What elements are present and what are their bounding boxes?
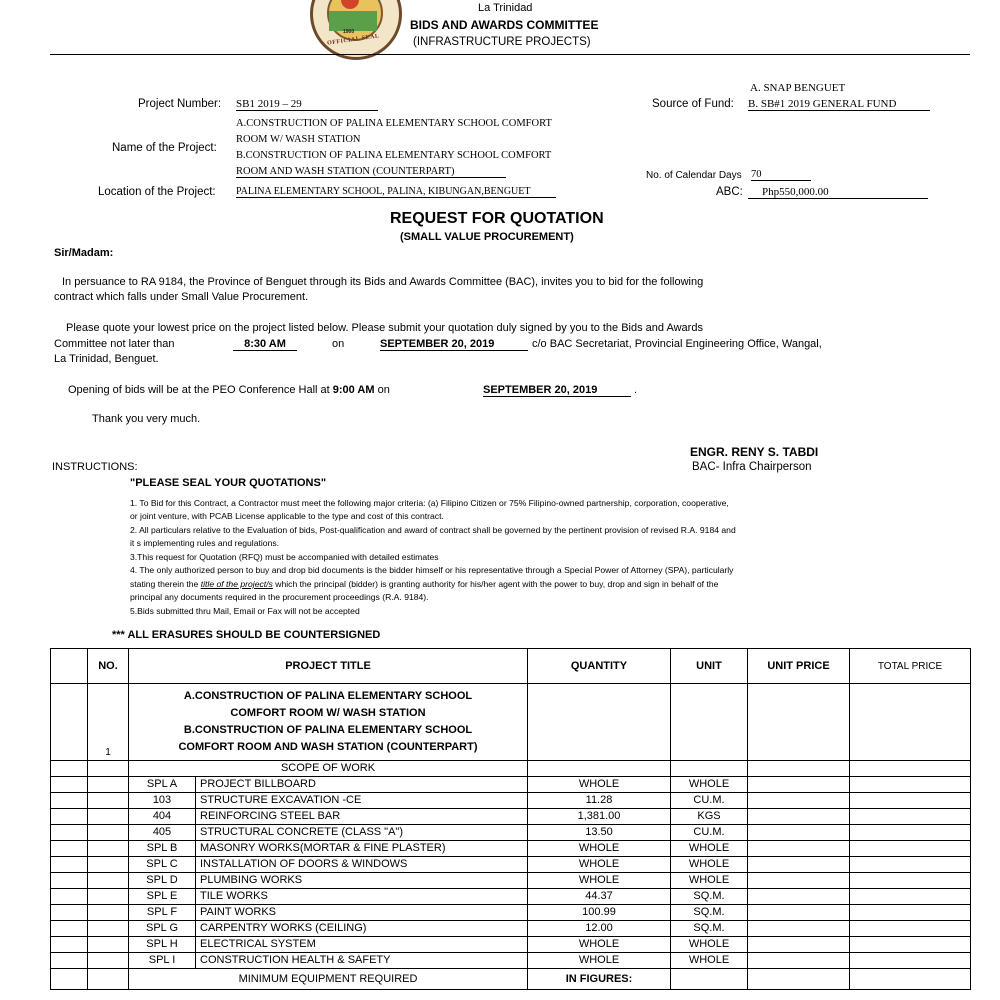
blank-cell [88, 825, 129, 841]
scope-row [51, 777, 971, 793]
total-price-cell [850, 889, 971, 905]
blank-cell [51, 873, 88, 889]
paragraph-submit: La Trinidad, Benguet. [54, 353, 159, 365]
blank-cell [528, 761, 671, 777]
paragraph-submit: Committee not later than [54, 338, 175, 350]
instruction-item: 2. All particulars relative to the Evaluation of bids, Post-qualification and award of contract shall be governed by the pertinent provision of revised R.A. 9184 and [130, 525, 736, 535]
total-price-cell [850, 684, 971, 761]
project-name-line: A.CONSTRUCTION OF PALINA ELEMENTARY SCHOOL COMFORT [236, 118, 552, 129]
instruction-text: stating therein the [130, 579, 201, 589]
scope-row [51, 889, 971, 905]
total-price-cell [850, 953, 971, 969]
instruction-item [130, 578, 718, 591]
project-name-line: ROOM W/ WASH STATION [236, 134, 361, 145]
header-quantity: QUANTITY [528, 649, 671, 684]
scope-code: 103 [129, 793, 196, 809]
header-rule [50, 54, 970, 55]
scope-unit: WHOLE [671, 841, 748, 857]
blank-cell [88, 953, 129, 969]
instruction-item: 5.Bids submitted thru Mail, Email or Fax will not be accepted [130, 606, 360, 616]
blank-cell [88, 873, 129, 889]
scope-quantity: WHOLE [528, 857, 671, 873]
project-title-line: B.CONSTRUCTION OF PALINA ELEMENTARY SCHOOL [183, 724, 473, 736]
blank-cell [88, 793, 129, 809]
blank-cell [88, 841, 129, 857]
scope-description: INSTALLATION OF DOORS & WINDOWS [196, 857, 528, 873]
scope-unit: KGS [671, 809, 748, 825]
paragraph-submit: Please quote your lowest price on the project listed below. Please submit your quotation duly signed by you to the Bids and Awards [66, 322, 703, 334]
scope-unit: SQ.M. [671, 905, 748, 921]
scope-unit: SQ.M. [671, 889, 748, 905]
instruction-item: 1. To Bid for this Contract, a Contractor must meet the following major criteria: (a) Filipino Citizen or 75% Filipino-owned partnership, corporation, cooperative, [130, 498, 729, 508]
equipment-label: MINIMUM EQUIPMENT REQUIRED [129, 969, 528, 990]
scope-code: SPL I [129, 953, 196, 969]
instructions-seal: "PLEASE SEAL YOUR QUOTATIONS" [130, 477, 327, 489]
unit-price-cell [748, 809, 850, 825]
paragraph-submit: on [332, 338, 345, 350]
scope-code: SPL C [129, 857, 196, 873]
project-title-cell [129, 684, 528, 761]
scope-row [51, 937, 971, 953]
paragraph-invite: In persuance to RA 9184, the Province of Benguet through its Bids and Awards Committee (BAC), invites you to bid for the following [62, 276, 704, 288]
fund-source-b: B. SB#1 2019 GENERAL FUND [748, 98, 930, 111]
scope-row [51, 857, 971, 873]
scope-unit: WHOLE [671, 777, 748, 793]
unit-price-cell [748, 921, 850, 937]
blank-cell [51, 793, 88, 809]
submission-time: 8:30 AM [233, 338, 297, 351]
instruction-item: principal any documents required in the procurement proceedings (R.A. 9184). [130, 592, 429, 602]
blank-cell [88, 761, 129, 777]
blank-header [51, 649, 88, 684]
rfq-title: REQUEST FOR QUOTATION [390, 210, 604, 227]
blank-cell [671, 761, 748, 777]
total-price-cell [850, 793, 971, 809]
unit-price-cell [748, 841, 850, 857]
scope-unit: WHOLE [671, 857, 748, 873]
header-total-price: TOTAL PRICE [850, 649, 971, 684]
scope-row [51, 825, 971, 841]
scope-description: CARPENTRY WORKS (CEILING) [196, 921, 528, 937]
item-number: 1 [88, 684, 129, 761]
scope-row [51, 921, 971, 937]
scope-description: STRUCTURAL CONCRETE (CLASS "A") [196, 825, 528, 841]
scope-row [51, 841, 971, 857]
scope-row [51, 793, 971, 809]
header-committee: BIDS AND AWARDS COMMITTEE [410, 18, 599, 32]
salutation: Sir/Madam: [54, 247, 114, 259]
erasures-note: *** ALL ERASURES SHOULD BE COUNTERSIGNED [112, 629, 381, 641]
unit-price-cell [748, 889, 850, 905]
blank-cell [51, 777, 88, 793]
paragraph-opening [68, 384, 390, 396]
scope-quantity: WHOLE [528, 937, 671, 953]
scope-description: PAINT WORKS [196, 905, 528, 921]
scope-description: PLUMBING WORKS [196, 873, 528, 889]
scope-description: PROJECT BILLBOARD [196, 777, 528, 793]
scope-quantity: WHOLE [528, 777, 671, 793]
scope-code: SPL B [129, 841, 196, 857]
blank-cell [748, 969, 850, 990]
scope-unit: WHOLE [671, 937, 748, 953]
table-header-row [51, 649, 971, 684]
quantity-cell [528, 684, 671, 761]
total-price-cell [850, 873, 971, 889]
scope-description: MASONRY WORKS(MORTAR & FINE PLASTER) [196, 841, 528, 857]
unit-price-cell [748, 905, 850, 921]
quotation-table [50, 648, 971, 990]
instruction-item: 4. The only authorized person to buy and drop bid documents is the bidder himself or his representative through a Special Power of Attorney (SPA), particularly [130, 565, 734, 575]
scope-quantity: 13.50 [528, 825, 671, 841]
scope-code: SPL D [129, 873, 196, 889]
unit-cell [671, 684, 748, 761]
total-price-cell [850, 777, 971, 793]
unit-price-cell [748, 873, 850, 889]
scope-code: SPL G [129, 921, 196, 937]
scope-description: TILE WORKS [196, 889, 528, 905]
blank-cell [51, 969, 88, 990]
header-no: NO. [88, 649, 129, 684]
total-price-cell [850, 857, 971, 873]
blank-cell [88, 777, 129, 793]
blank-cell [51, 857, 88, 873]
blank-cell [51, 953, 88, 969]
project-title-line: COMFORT ROOM W/ WASH STATION [230, 707, 426, 719]
opening-text: Opening of bids will be at the PEO Conference Hall at [68, 384, 330, 396]
scope-quantity: 100.99 [528, 905, 671, 921]
seal-field [329, 11, 377, 31]
blank-cell [88, 857, 129, 873]
instruction-text: which the principal (bidder) is granting authority for his/her agent with the power to buy, drop and sign in behalf of the [272, 579, 719, 589]
scope-description: STRUCTURE EXCAVATION -CE [196, 793, 528, 809]
calendar-days-label: No. of Calendar Days [646, 170, 742, 181]
instruction-emphasis: title of the project/s [200, 579, 273, 589]
scope-code: 405 [129, 825, 196, 841]
scope-row [51, 873, 971, 889]
scope-code: SPL H [129, 937, 196, 953]
blank-cell [88, 905, 129, 921]
blank-cell [850, 969, 971, 990]
opening-time: 9:00 AM [332, 384, 375, 396]
project-name-line: B.CONSTRUCTION OF PALINA ELEMENTARY SCHOOL COMFORT [236, 150, 552, 161]
scope-header-row [51, 761, 971, 777]
scope-unit: SQ.M. [671, 921, 748, 937]
scope-code: 404 [129, 809, 196, 825]
unit-price-cell [748, 777, 850, 793]
project-number-value: SB1 2019 – 29 [236, 98, 378, 111]
equipment-row [51, 969, 971, 990]
header-subtitle: (INFRASTRUCTURE PROJECTS) [413, 36, 591, 48]
blank-cell [51, 937, 88, 953]
instruction-item: or joint venture, with PCAB License applicable to the type and cost of this contract. [130, 511, 444, 521]
scope-quantity: 44.37 [528, 889, 671, 905]
scope-of-work-label: SCOPE OF WORK [129, 761, 528, 777]
project-name-label: Name of the Project: [112, 142, 217, 154]
blank-cell [88, 889, 129, 905]
scope-row [51, 809, 971, 825]
seal-year: 1900 [343, 29, 355, 35]
blank-cell [748, 761, 850, 777]
fund-source-a: A. SNAP BENGUET [750, 82, 846, 94]
scope-unit: CU.M. [671, 825, 748, 841]
submission-date: SEPTEMBER 20, 2019 [380, 338, 528, 351]
header-unit-price: UNIT PRICE [748, 649, 850, 684]
project-title-line: A.CONSTRUCTION OF PALINA ELEMENTARY SCHOOL [183, 690, 473, 702]
scope-code: SPL A [129, 777, 196, 793]
scope-quantity: WHOLE [528, 953, 671, 969]
blank-cell [51, 684, 88, 761]
opening-period: . [634, 384, 638, 396]
total-price-cell [850, 921, 971, 937]
scope-unit: WHOLE [671, 953, 748, 969]
calendar-days-value: 70 [751, 169, 811, 181]
blank-cell [850, 761, 971, 777]
total-price-cell [850, 825, 971, 841]
project-title-line: COMFORT ROOM AND WASH STATION (COUNTERPART) [178, 741, 478, 753]
total-price-cell [850, 841, 971, 857]
unit-price-cell [748, 684, 850, 761]
table-row [51, 684, 971, 761]
blank-cell [51, 905, 88, 921]
abc-label: ABC: [716, 186, 743, 198]
blank-cell [51, 809, 88, 825]
blank-cell [88, 937, 129, 953]
opening-date: SEPTEMBER 20, 2019 [483, 384, 631, 397]
blank-cell [51, 889, 88, 905]
scope-row [51, 905, 971, 921]
official-seal [310, 0, 402, 60]
fund-source-label: Source of Fund: [652, 98, 734, 110]
unit-price-cell [748, 953, 850, 969]
unit-price-cell [748, 793, 850, 809]
unit-price-cell [748, 825, 850, 841]
total-price-cell [850, 905, 971, 921]
rfq-subtitle: (SMALL VALUE PROCUREMENT) [400, 231, 574, 243]
location-value: PALINA ELEMENTARY SCHOOL, PALINA, KIBUNGAN,BENGUET [236, 186, 556, 198]
scope-quantity: WHOLE [528, 841, 671, 857]
blank-cell [51, 921, 88, 937]
location-label: Location of the Project: [98, 186, 216, 198]
blank-cell [51, 761, 88, 777]
scope-quantity: 12.00 [528, 921, 671, 937]
project-number-label: Project Number: [138, 98, 222, 110]
scope-quantity: 11.28 [528, 793, 671, 809]
total-price-cell [850, 937, 971, 953]
blank-cell [51, 841, 88, 857]
in-figures-label: IN FIGURES: [528, 969, 671, 990]
blank-cell [88, 809, 129, 825]
seal-text: OFFICIAL SEAL [326, 33, 380, 47]
opening-on: on [377, 384, 390, 396]
paragraph-invite: contract which falls under Small Value Procurement. [54, 291, 309, 303]
unit-price-cell [748, 937, 850, 953]
total-price-cell [850, 809, 971, 825]
scope-code: SPL E [129, 889, 196, 905]
paragraph-submit: c/o BAC Secretariat, Provincial Engineering Office, Wangal, [532, 338, 822, 350]
abc-value: Php550,000.00 [748, 186, 928, 199]
instruction-item: 3.This request for Quotation (RFQ) must be accompanied with detailed estimates [130, 552, 439, 562]
scope-row [51, 953, 971, 969]
header-unit: UNIT [671, 649, 748, 684]
scope-quantity: 1,381.00 [528, 809, 671, 825]
scope-code: SPL F [129, 905, 196, 921]
thanks: Thank you very much. [92, 413, 201, 425]
scope-quantity: WHOLE [528, 873, 671, 889]
project-name-line: ROOM AND WASH STATION (COUNTERPART) [236, 166, 506, 178]
scope-description: ELECTRICAL SYSTEM [196, 937, 528, 953]
unit-price-cell [748, 857, 850, 873]
signatory-name: ENGR. RENY S. TABDI [690, 445, 819, 459]
instruction-item: it s implementing rules and regulations. [130, 538, 280, 548]
blank-cell [88, 969, 129, 990]
signatory-title: BAC- Infra Chairperson [692, 461, 812, 473]
scope-description: CONSTRUCTION HEALTH & SAFETY [196, 953, 528, 969]
blank-cell [88, 921, 129, 937]
scope-description: REINFORCING STEEL BAR [196, 809, 528, 825]
header-town: La Trinidad [478, 2, 533, 14]
scope-unit: CU.M. [671, 793, 748, 809]
header-project-title: PROJECT TITLE [129, 649, 528, 684]
blank-cell [671, 969, 748, 990]
scope-unit: WHOLE [671, 873, 748, 889]
blank-cell [51, 825, 88, 841]
instructions-label: INSTRUCTIONS: [52, 461, 138, 473]
